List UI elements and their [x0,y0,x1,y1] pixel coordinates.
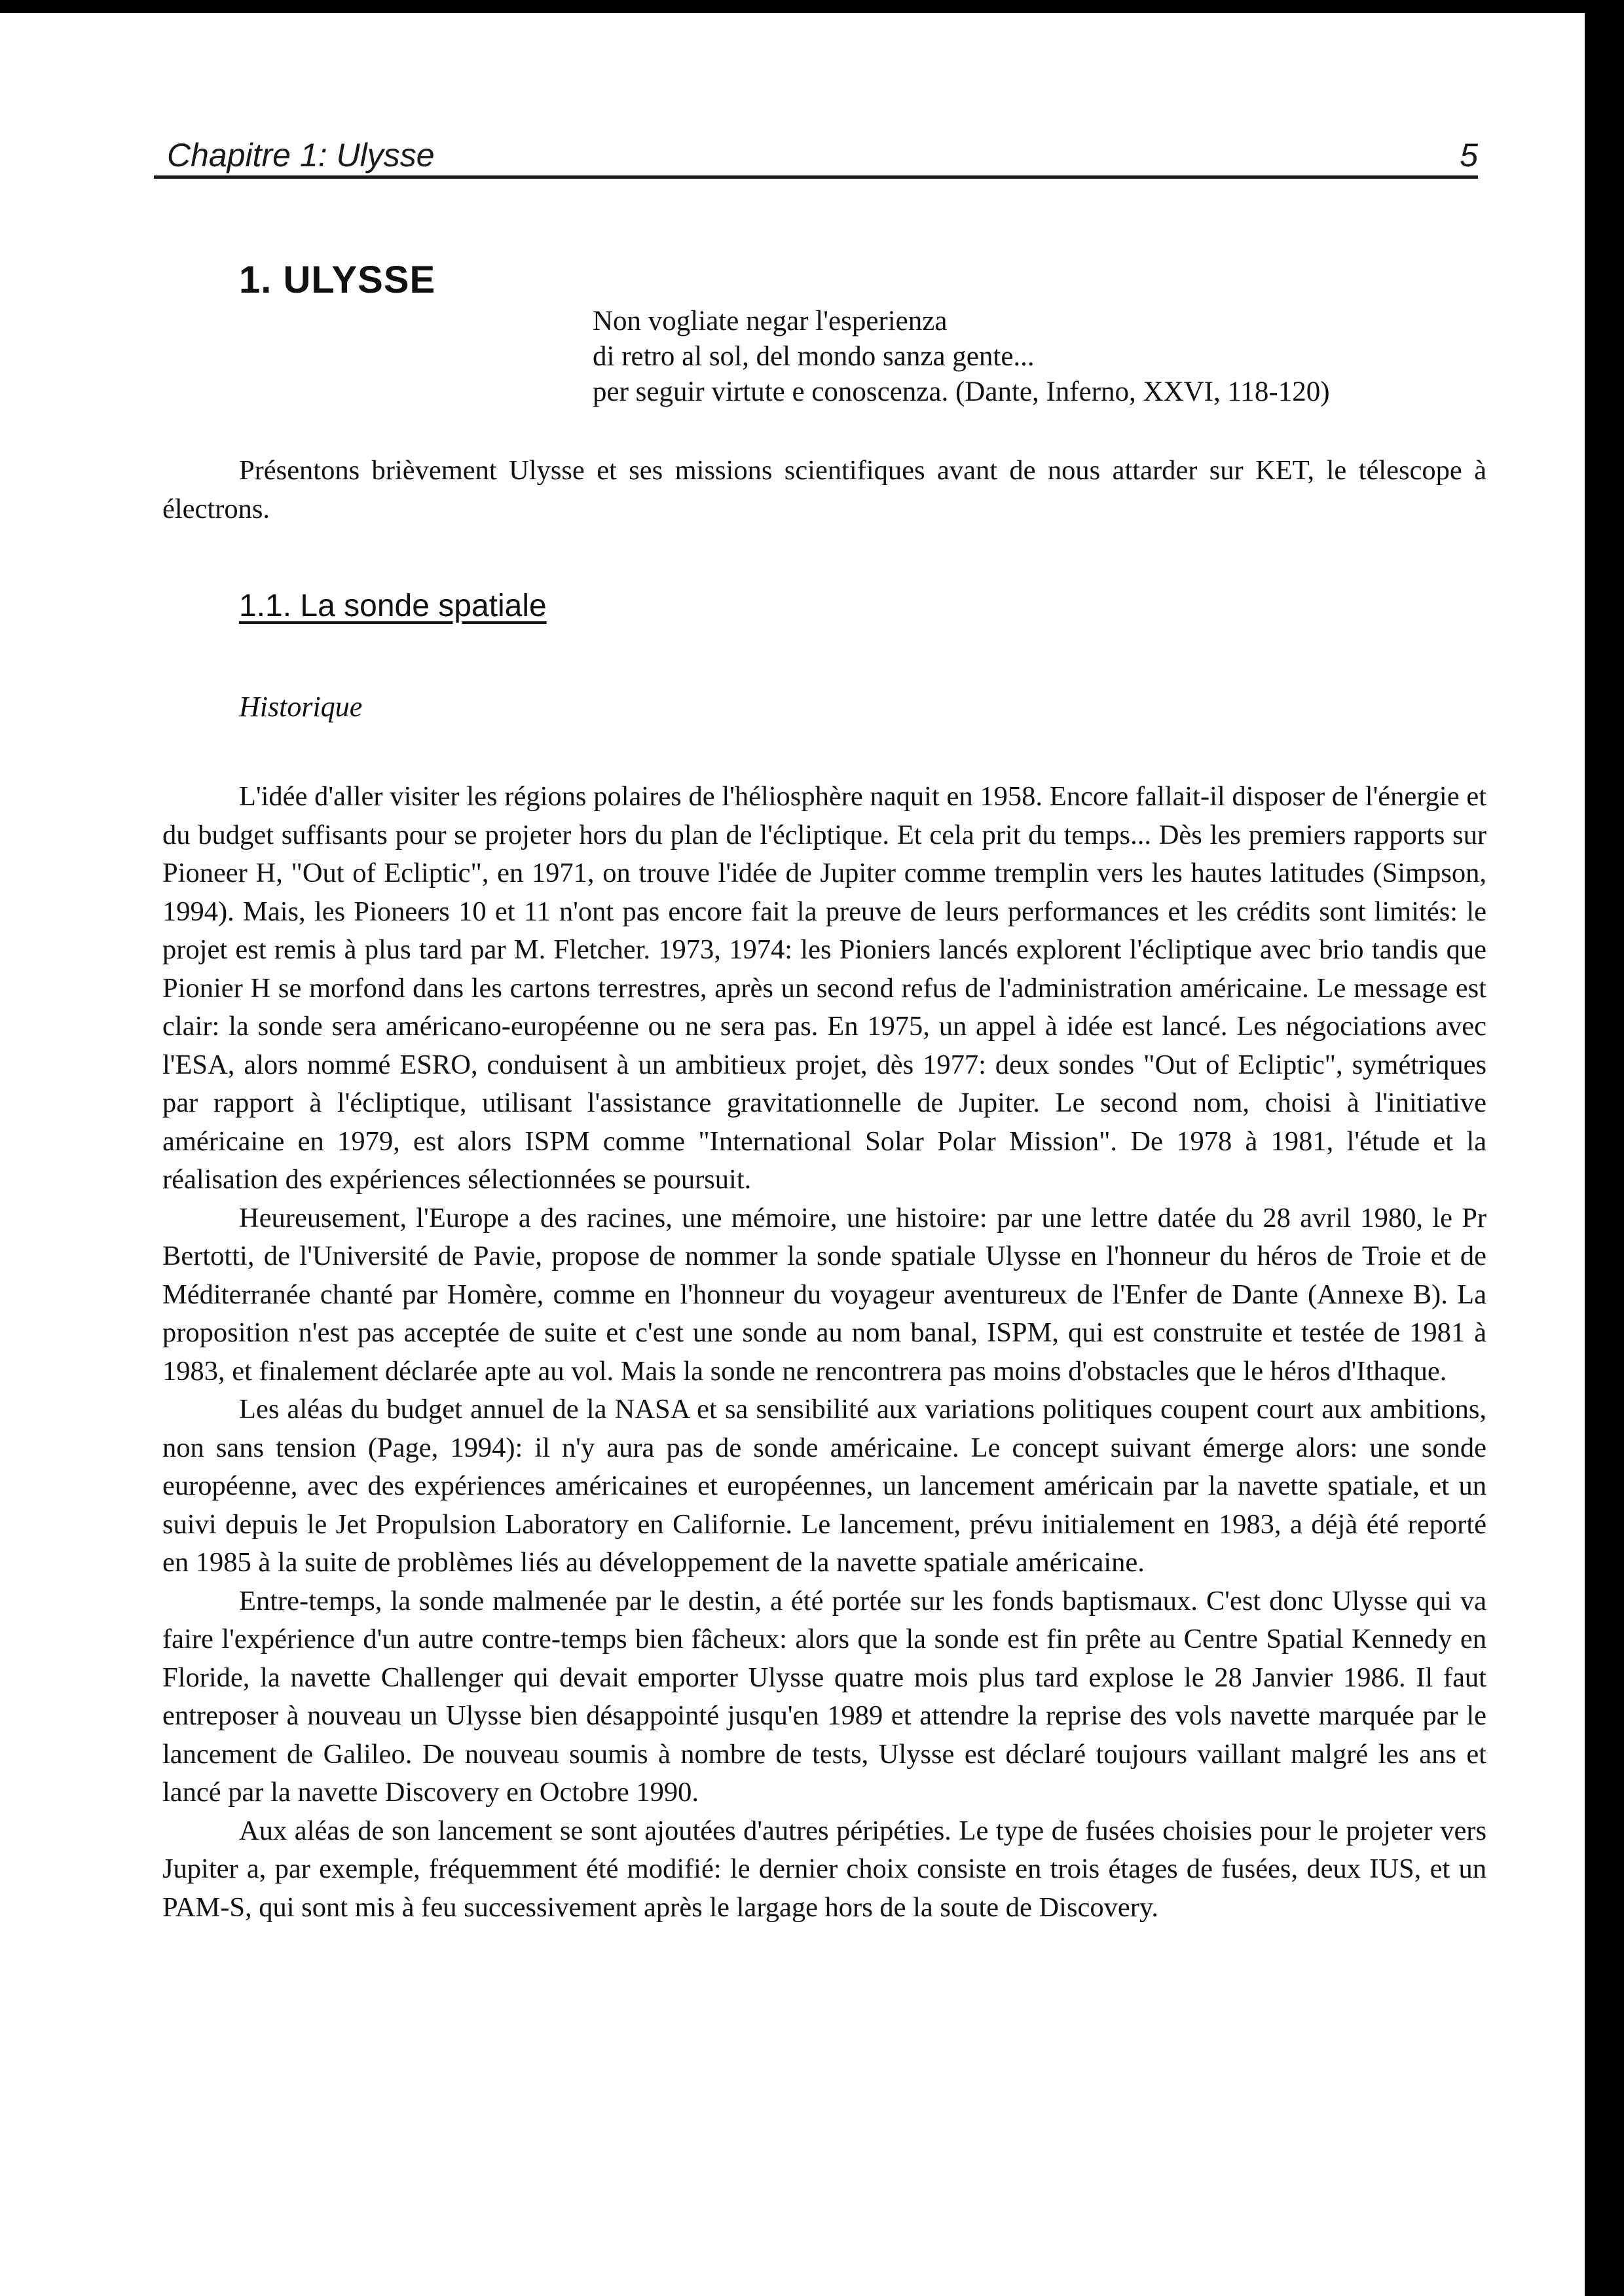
epigraph-line: per seguir virtute e conoscenza. (Dante, Inferno, XXVI, 118-120) [593,376,1330,407]
body-paragraph: Aux aléas de son lancement se sont ajoutées d'autres péripéties. Le type de fusées choisies pour le projeter vers Jupiter a, par exemple, fréquemment été modifié: le dernier choix consiste en trois étages de fusées, deux IUS, et un PAM-S, qui sont mis à feu successivement après le largage hors de la soute de Discovery. [162,1815,1486,1923]
running-header-chapter: Chapitre 1: Ulysse [167,137,435,173]
subsection-heading: Historique [239,691,363,723]
body-paragraph: Heureusement, l'Europe a des racines, une mémoire, une histoire: par une lettre datée du 28 avril 1980, le Pr Bertotti, de l'Université de Pavie, propose de nommer la sonde spatiale Ulysse en l'honneur du héros de Troie et de Méditerranée chanté par Homère, comme en l'honneur du voyageur aventureux de l'Enfer de Dante (Annexe B). La proposition n'est pas acceptée de suite et c'est une sonde au nom banal, ISPM, qui est construite et testée de 1981 à 1983, et finalement déclarée apte au vol. Mais la sonde ne rencontrera pas moins d'obstacles que le héros d'Ithaque. [162,1202,1486,1387]
chapter-title: 1. ULYSSE [239,259,436,301]
epigraph-line: di retro al sol, del mondo sanza gente... [593,341,1035,372]
document-page [0,13,1585,2296]
running-header [154,130,1478,179]
section-heading: 1.1. La sonde spatiale [239,589,547,623]
epigraph-line: Non vogliate negar l'esperienza [593,306,948,337]
intro-block [162,452,1486,528]
intro-paragraph: Présentons brièvement Ulysse et ses missions scientifiques avant de nous attarder sur KET, le télescope à électrons. [162,455,1486,524]
body-paragraph: L'idée d'aller visiter les régions polaires de l'héliosphère naquit en 1958. Encore fallait-il disposer de l'énergie et du budget suffisants pour se projeter hors du plan de l'écliptique. Et cela prit du temps... Dès les premiers rapports sur Pioneer H, "Out of Ecliptic", en 1971, on trouve l'idée de Jupiter comme tremplin vers les hautes latitudes (Simpson, 1994). Mais, les Pioneers 10 et 11 n'ont pas encore fait la preuve de leurs performances et les crédits sont limités: le projet est remis à plus tard par M. Fletcher. 1973, 1974: les Pioniers lancés explorent l'écliptique avec brio tandis que Pionier H se morfond dans les cartons terrestres, après un second refus de l'administration américaine. Le message est clair: la sonde sera américano-européenne ou ne sera pas. En 1975, un appel à idée est lancé. Les négociations avec l'ESA, alors nommé ESRO, conduisent à un ambitieux projet, dès 1977: deux sondes "Out of Ecliptic", symétriques par rapport à l'écliptique, utilisant l'assistance gravitationnelle de Jupiter. Le second nom, choisi à l'initiative américaine en 1979, est alors ISPM comme "International Solar Polar Mission". De 1978 à 1981, l'étude et la réalisation des expériences sélectionnées se poursuit. [162,781,1486,1195]
body-paragraph: Les aléas du budget annuel de la NASA et sa sensibilité aux variations politiques coupent court aux ambitions, non sans tension (Page, 1994): il n'y aura pas de sonde américaine. Le concept suivant émerge alors: une sonde européenne, avec des expériences américaines et européennes, un lancement américain par la navette spatiale, et un suivi depuis le Jet Propulsion Laboratory en Californie. Le lancement, prévu initialement en 1983, a déjà été reporté en 1985 à la suite de problèmes liés au développement de la navette spatiale américaine. [162,1394,1486,1578]
page-number: 5 [1460,137,1478,173]
body-text [162,778,1486,1927]
body-paragraph: Entre-temps, la sonde malmenée par le destin, a été portée sur les fonds baptismaux. C'est donc Ulysse qui va faire l'expérience d'un autre contre-temps bien fâcheux: alors que la sonde est fin prête au Centre Spatial Kennedy en Floride, la navette Challenger qui devait emporter Ulysse quatre mois plus tard explose le 28 Janvier 1986. Il faut entreposer à nouveau un Ulysse bien désappointé jusqu'en 1989 et attendre la reprise des vols navette marquée par le lancement de Galileo. De nouveau soumis à nombre de tests, Ulysse est déclaré toujours vaillant malgré les ans et lancé par la navette Discovery en Octobre 1990. [162,1585,1486,1808]
epigraph [593,304,1330,410]
